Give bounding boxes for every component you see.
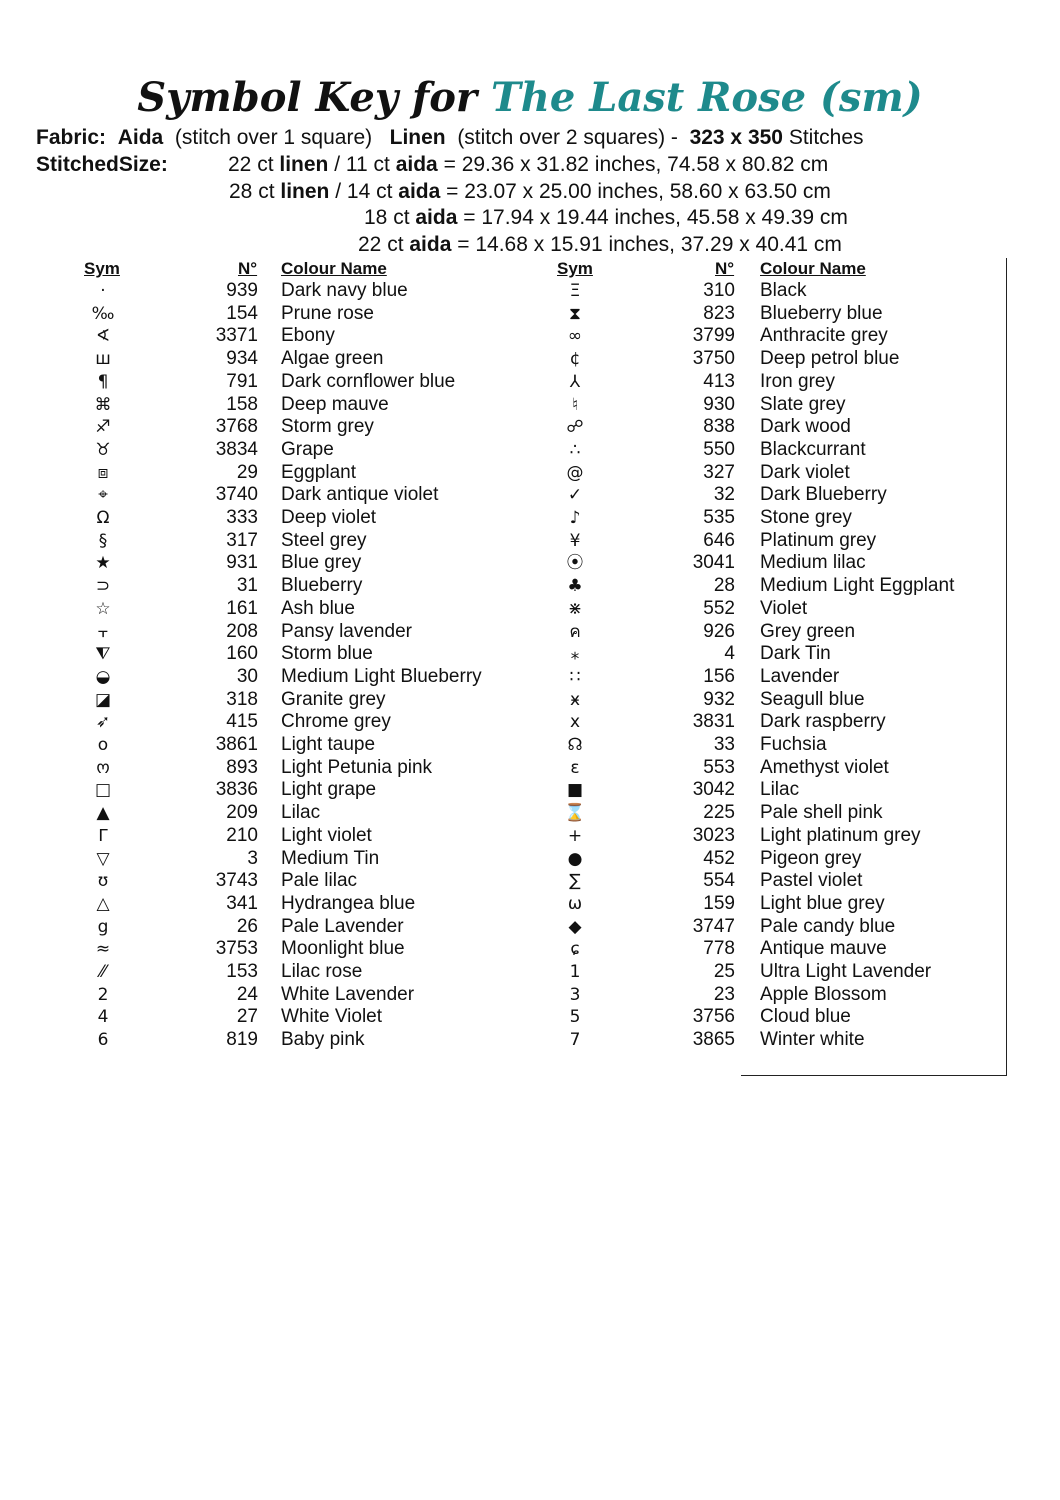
- floss-number: 3743: [215, 870, 258, 892]
- colour-name: Anthracite grey: [760, 325, 888, 347]
- colour-name: Stone grey: [760, 507, 852, 528]
- table-border-right: [1006, 258, 1007, 1076]
- symbol-glyph: Ξ: [569, 281, 581, 301]
- table-row: [0, 552, 1060, 574]
- symbol-glyph: ⧨: [95, 644, 111, 665]
- symbol-glyph: ω: [567, 893, 583, 914]
- symbol-glyph: ‰: [91, 303, 115, 324]
- colour-name: Light platinum grey: [760, 824, 921, 846]
- symbol-glyph: ≈: [95, 939, 111, 960]
- table-row: [0, 348, 1060, 370]
- symbol-glyph: ☊: [567, 735, 583, 755]
- table-row: [0, 802, 1060, 824]
- symbol-glyph: ⁎: [570, 644, 580, 665]
- stitch-count: 323 x 350: [689, 126, 783, 149]
- size-mid: / 14 ct: [335, 180, 393, 203]
- floss-number: 208: [226, 620, 258, 642]
- floss-number: 791: [226, 370, 258, 392]
- symbol-glyph: ·: [100, 281, 106, 301]
- size-bold: linen: [279, 153, 329, 176]
- symbol-glyph: ♐: [95, 417, 111, 438]
- colour-name: Dark cornflower blue: [281, 370, 456, 392]
- colour-name: Steel grey: [281, 529, 367, 551]
- colour-name: Blue grey: [281, 552, 362, 574]
- floss-number: 154: [226, 302, 258, 324]
- symbol-glyph: 3: [569, 984, 581, 1005]
- symbol-glyph: ⧗: [569, 303, 581, 324]
- symbol-glyph: ☆: [95, 598, 111, 619]
- fabric-aida-note: (stitch over 1 square): [174, 126, 373, 149]
- colour-name: Light grape: [281, 779, 377, 801]
- header-num-left: N°: [238, 259, 258, 278]
- symbol-glyph: ▽: [96, 848, 110, 869]
- symbol-glyph: ∢: [95, 326, 111, 347]
- fabric-line: [36, 126, 864, 150]
- colour-name: Grape: [281, 438, 334, 460]
- floss-number: 25: [713, 961, 735, 982]
- floss-number: 3371: [215, 325, 258, 347]
- size-line-3: [364, 206, 848, 230]
- colour-name: Deep mauve: [281, 393, 389, 415]
- colour-name: Black: [760, 280, 807, 301]
- colour-name: Blueberry: [281, 575, 363, 597]
- floss-number: 646: [703, 529, 735, 551]
- colour-name: Antique mauve: [760, 938, 887, 960]
- floss-number: 225: [703, 802, 735, 824]
- symbol-glyph: ✓: [567, 485, 583, 506]
- symbol-glyph: ӿ: [569, 689, 581, 710]
- colour-name: Pastel violet: [760, 870, 863, 892]
- size-line-1: [228, 153, 828, 177]
- floss-number: 26: [236, 915, 258, 937]
- floss-number: 413: [703, 370, 735, 392]
- symbol-glyph: ◒: [95, 666, 111, 687]
- table-row: [0, 530, 1060, 552]
- table-row: [0, 280, 1060, 302]
- colour-name: Algae green: [281, 348, 384, 370]
- symbol-glyph: +: [567, 825, 583, 846]
- colour-name: Medium Tin: [281, 847, 380, 869]
- colour-name: Medium lilac: [760, 552, 866, 574]
- colour-name: Light Petunia pink: [281, 756, 433, 778]
- symbol-glyph: ☍: [566, 417, 584, 438]
- floss-number: 160: [226, 643, 258, 665]
- table-border-bottom: [741, 1075, 1007, 1076]
- colour-name: Dark raspberry: [760, 711, 886, 733]
- colour-name: Platinum grey: [760, 529, 877, 551]
- symbol-glyph: 4: [97, 1007, 109, 1028]
- symbol-glyph: ค: [569, 621, 581, 642]
- symbol-glyph: ∑: [569, 871, 581, 892]
- symbol-glyph: ♉: [95, 439, 111, 460]
- floss-number: 4: [724, 643, 735, 665]
- colour-name: Pale lilac: [281, 870, 358, 892]
- colour-name: Amethyst violet: [760, 756, 889, 778]
- size-bold: aida: [398, 180, 441, 203]
- table-row: [0, 779, 1060, 801]
- table-row: [0, 711, 1060, 733]
- floss-number: 3740: [215, 484, 258, 506]
- symbol-glyph: ш: [95, 349, 111, 370]
- floss-number: 931: [226, 552, 258, 574]
- floss-number: 3041: [692, 552, 735, 574]
- floss-number: 926: [703, 620, 735, 642]
- size-bold: aida: [409, 233, 452, 256]
- table-row: [0, 575, 1060, 597]
- colour-name: Storm blue: [281, 643, 373, 665]
- symbol-glyph: ⌘: [94, 394, 112, 415]
- floss-number: 3836: [215, 779, 258, 801]
- stitches-word: Stitches: [788, 126, 864, 149]
- header-num-right: N°: [715, 259, 735, 278]
- fabric-linen-note: (stitch over 2 squares) -: [457, 126, 678, 149]
- symbol-glyph: ♮: [571, 394, 579, 415]
- floss-number: 3865: [692, 1029, 735, 1051]
- colour-name: Lilac: [760, 779, 800, 801]
- table-row: [0, 643, 1060, 665]
- size-post: = 23.07 x 25.00 inches, 58.60 x 63.50 cm: [446, 180, 831, 203]
- size-pre: 22 ct: [358, 233, 404, 256]
- table-row: [0, 1006, 1060, 1028]
- symbol-glyph: ᒥ: [98, 825, 108, 846]
- size-post: = 14.68 x 15.91 inches, 37.29 x 40.41 cm: [457, 233, 842, 256]
- pattern-name: The Last Rose (sm): [490, 74, 923, 121]
- size-post: = 29.36 x 31.82 inches, 74.58 x 80.82 cm: [443, 153, 829, 176]
- colour-name: Seagull blue: [760, 688, 865, 710]
- colour-name: Light taupe: [281, 734, 376, 755]
- symbol-glyph: ⁄⁄: [100, 962, 106, 982]
- symbol-glyph: ⫟: [97, 621, 109, 642]
- symbol-glyph: ɕ: [570, 939, 580, 960]
- size-pre: 28 ct: [229, 180, 275, 203]
- symbol-glyph: ■: [566, 780, 584, 801]
- symbol-glyph: ♣: [567, 576, 583, 597]
- header-name-left: Colour Name: [281, 259, 387, 278]
- colour-name: Dark wood: [760, 416, 851, 438]
- table-row: [0, 484, 1060, 506]
- symbol-glyph: ∴: [569, 439, 581, 460]
- floss-number: 31: [236, 575, 258, 597]
- colour-name: Ash blue: [281, 597, 355, 619]
- floss-number: 552: [703, 597, 735, 619]
- symbol-glyph: 1: [569, 962, 581, 982]
- floss-number: 3023: [692, 824, 735, 846]
- symbol-glyph: 5: [569, 1007, 581, 1028]
- fabric-aida: Aida: [117, 126, 164, 149]
- table-row: [0, 462, 1060, 484]
- floss-number: 32: [713, 484, 735, 506]
- floss-number: 209: [226, 802, 258, 824]
- colour-name: Lavender: [760, 665, 840, 687]
- floss-number: 24: [236, 983, 258, 1005]
- colour-name: Pansy lavender: [281, 620, 412, 642]
- symbol-glyph: ▲: [96, 803, 110, 824]
- table-row: [0, 507, 1060, 529]
- symbol-glyph: ⦿: [566, 553, 584, 574]
- floss-number: 939: [226, 280, 258, 301]
- floss-number: 535: [703, 507, 735, 528]
- size-bold: linen: [280, 180, 330, 203]
- floss-number: 3: [247, 847, 258, 869]
- colour-name: Slate grey: [760, 393, 846, 415]
- floss-number: 310: [703, 280, 735, 301]
- floss-number: 156: [703, 665, 735, 687]
- colour-name: Ebony: [281, 325, 335, 347]
- floss-number: 318: [226, 688, 258, 710]
- symbol-glyph: §: [98, 530, 108, 551]
- colour-name: Dark navy blue: [281, 280, 408, 301]
- size-post: = 17.94 x 19.44 inches, 45.58 x 49.39 cm: [463, 206, 848, 229]
- stitched-size-label: [36, 153, 168, 177]
- floss-number: 28: [713, 575, 735, 597]
- floss-number: 3747: [692, 915, 735, 937]
- floss-number: 452: [703, 847, 735, 869]
- symbol-glyph: ♪: [569, 508, 581, 528]
- symbol-glyph: ⋇: [567, 598, 583, 619]
- floss-number: 3834: [215, 438, 258, 460]
- floss-number: 33: [713, 734, 735, 755]
- symbol-glyph: @: [566, 462, 584, 483]
- colour-name: Deep violet: [281, 507, 377, 528]
- size-bold: aida: [395, 153, 438, 176]
- symbol-glyph: ∞: [567, 326, 583, 347]
- table-row: [0, 394, 1060, 416]
- colour-name: Pale candy blue: [760, 915, 896, 937]
- header-name-right: Colour Name: [760, 259, 866, 278]
- floss-number: 3799: [692, 325, 735, 347]
- floss-number: 30: [236, 665, 258, 687]
- colour-name: Blackcurrant: [760, 438, 866, 460]
- table-row: [0, 984, 1060, 1006]
- floss-number: 3753: [215, 938, 258, 960]
- floss-number: 415: [226, 711, 258, 733]
- colour-name: Moonlight blue: [281, 938, 405, 960]
- symbol-glyph: o: [97, 735, 109, 755]
- table-row: [0, 848, 1060, 870]
- colour-name: White Lavender: [281, 983, 415, 1005]
- symbol-glyph: ⌖: [98, 485, 108, 506]
- symbol-glyph: Ω: [96, 508, 110, 528]
- symbol-glyph: ★: [95, 553, 111, 574]
- floss-number: 554: [703, 870, 735, 892]
- floss-number: 29: [236, 461, 258, 483]
- colour-name: Apple Blossom: [760, 983, 887, 1005]
- size-line-2: [229, 180, 831, 204]
- table-row: [0, 325, 1060, 347]
- floss-number: 932: [703, 688, 735, 710]
- floss-number: 550: [703, 438, 735, 460]
- floss-number: 553: [703, 756, 735, 778]
- floss-number: 3831: [692, 711, 735, 733]
- colour-name: Prune rose: [281, 302, 374, 324]
- colour-name: Dark Tin: [760, 643, 831, 665]
- floss-number: 210: [226, 824, 258, 846]
- floss-number: 3756: [692, 1006, 735, 1028]
- floss-number: 893: [226, 756, 258, 778]
- colour-name: Grey green: [760, 620, 856, 642]
- colour-name: Lilac rose: [281, 961, 363, 982]
- floss-number: 153: [226, 961, 258, 982]
- title-prefix: Symbol Key for: [137, 74, 477, 121]
- colour-name: Light violet: [281, 824, 372, 846]
- floss-number: 3768: [215, 416, 258, 438]
- table-row: [0, 303, 1060, 325]
- colour-name: Ultra Light Lavender: [760, 961, 932, 982]
- symbol-glyph: ●: [567, 848, 583, 869]
- floss-number: 930: [703, 393, 735, 415]
- symbol-glyph: ¥: [569, 530, 581, 551]
- symbol-glyph: ⧈: [97, 462, 109, 483]
- symbol-glyph: x: [569, 712, 581, 733]
- floss-number: 934: [226, 348, 258, 370]
- table-row: [0, 961, 1060, 983]
- symbol-glyph: ◪: [94, 689, 112, 710]
- size-pre: 18 ct: [364, 206, 410, 229]
- symbol-glyph: ¶: [97, 371, 109, 392]
- colour-name: Dark antique violet: [281, 484, 439, 506]
- colour-name: Lilac: [281, 802, 321, 824]
- symbol-glyph: ⊃: [95, 576, 111, 597]
- symbol-glyph: □: [94, 780, 112, 801]
- table-row: [0, 439, 1060, 461]
- table-row: [0, 621, 1060, 643]
- colour-name: White Violet: [281, 1006, 383, 1028]
- page-title: [0, 74, 1060, 121]
- colour-name: Dark violet: [760, 461, 850, 483]
- colour-name: Chrome grey: [281, 711, 391, 733]
- colour-name: Fuchsia: [760, 734, 827, 755]
- symbol-glyph: 7: [569, 1030, 581, 1051]
- colour-name: Pale shell pink: [760, 802, 883, 824]
- colour-name: Blueberry blue: [760, 302, 883, 324]
- symbol-glyph: △: [96, 893, 110, 914]
- size-mid: / 11 ct: [334, 153, 390, 176]
- floss-number: 3861: [215, 734, 258, 755]
- table-row: [0, 825, 1060, 847]
- table-row: [0, 757, 1060, 779]
- floss-number: 778: [703, 938, 735, 960]
- floss-number: 317: [226, 529, 258, 551]
- symbol-glyph: ⌛: [564, 803, 586, 824]
- table-row: [0, 916, 1060, 938]
- symbol-glyph: 2: [97, 984, 109, 1005]
- table-row: [0, 689, 1060, 711]
- symbol-glyph: ∷: [569, 666, 581, 687]
- floss-number: 23: [713, 983, 735, 1005]
- symbol-glyph: ◆: [568, 916, 582, 937]
- header-sym-left: Sym: [84, 259, 120, 278]
- colour-name: Pale Lavender: [281, 915, 404, 937]
- symbol-glyph: ⅄: [569, 371, 581, 392]
- floss-number: 341: [226, 892, 258, 914]
- colour-name: Medium Light Eggplant: [760, 575, 955, 597]
- symbol-glyph: 6: [97, 1030, 109, 1051]
- symbol-glyph: ო: [96, 757, 110, 778]
- colour-name: Dark Blueberry: [760, 484, 887, 506]
- table-row: [0, 870, 1060, 892]
- colour-name: Violet: [760, 597, 808, 619]
- floss-number: 3750: [692, 348, 735, 370]
- stitched-size-label-text: StitchedSize:: [36, 153, 168, 176]
- colour-name: Storm grey: [281, 416, 374, 438]
- table-row: [0, 893, 1060, 915]
- floss-number: 159: [703, 892, 735, 914]
- table-row: [0, 938, 1060, 960]
- table-row: [0, 666, 1060, 688]
- table-row: [0, 416, 1060, 438]
- colour-name: Granite grey: [281, 688, 386, 710]
- table-row: [0, 371, 1060, 393]
- fabric-label: Fabric:: [36, 126, 107, 149]
- floss-number: 823: [703, 302, 735, 324]
- colour-name: Light blue grey: [760, 892, 885, 914]
- floss-number: 161: [226, 597, 258, 619]
- floss-number: 327: [703, 461, 735, 483]
- floss-number: 3042: [692, 779, 735, 801]
- symbol-glyph: g: [97, 916, 109, 937]
- colour-name: Pigeon grey: [760, 847, 862, 869]
- table-row: [0, 1029, 1060, 1051]
- symbol-glyph: ε: [570, 757, 580, 778]
- floss-number: 838: [703, 416, 735, 438]
- floss-number: 333: [226, 507, 258, 528]
- colour-name: Eggplant: [281, 461, 357, 483]
- colour-name: Cloud blue: [760, 1006, 851, 1028]
- symbol-glyph: ʊ: [97, 871, 109, 892]
- floss-number: 819: [226, 1029, 258, 1051]
- colour-name: Baby pink: [281, 1029, 365, 1051]
- floss-number: 27: [236, 1006, 258, 1028]
- colour-name: Medium Light Blueberry: [281, 665, 482, 687]
- table-row: [0, 598, 1060, 620]
- table-row: [0, 734, 1060, 756]
- symbol-glyph: ➶: [95, 712, 111, 733]
- size-bold: aida: [415, 206, 458, 229]
- floss-number: 158: [226, 393, 258, 415]
- colour-name: Iron grey: [760, 370, 835, 392]
- symbol-glyph: ¢: [569, 349, 581, 370]
- size-line-4: [358, 233, 842, 257]
- colour-name: Deep petrol blue: [760, 348, 900, 370]
- fabric-linen: Linen: [389, 126, 446, 149]
- colour-name: Winter white: [760, 1029, 865, 1051]
- size-pre: 22 ct: [228, 153, 274, 176]
- header-sym-right: Sym: [557, 259, 593, 278]
- colour-name: Hydrangea blue: [281, 892, 416, 914]
